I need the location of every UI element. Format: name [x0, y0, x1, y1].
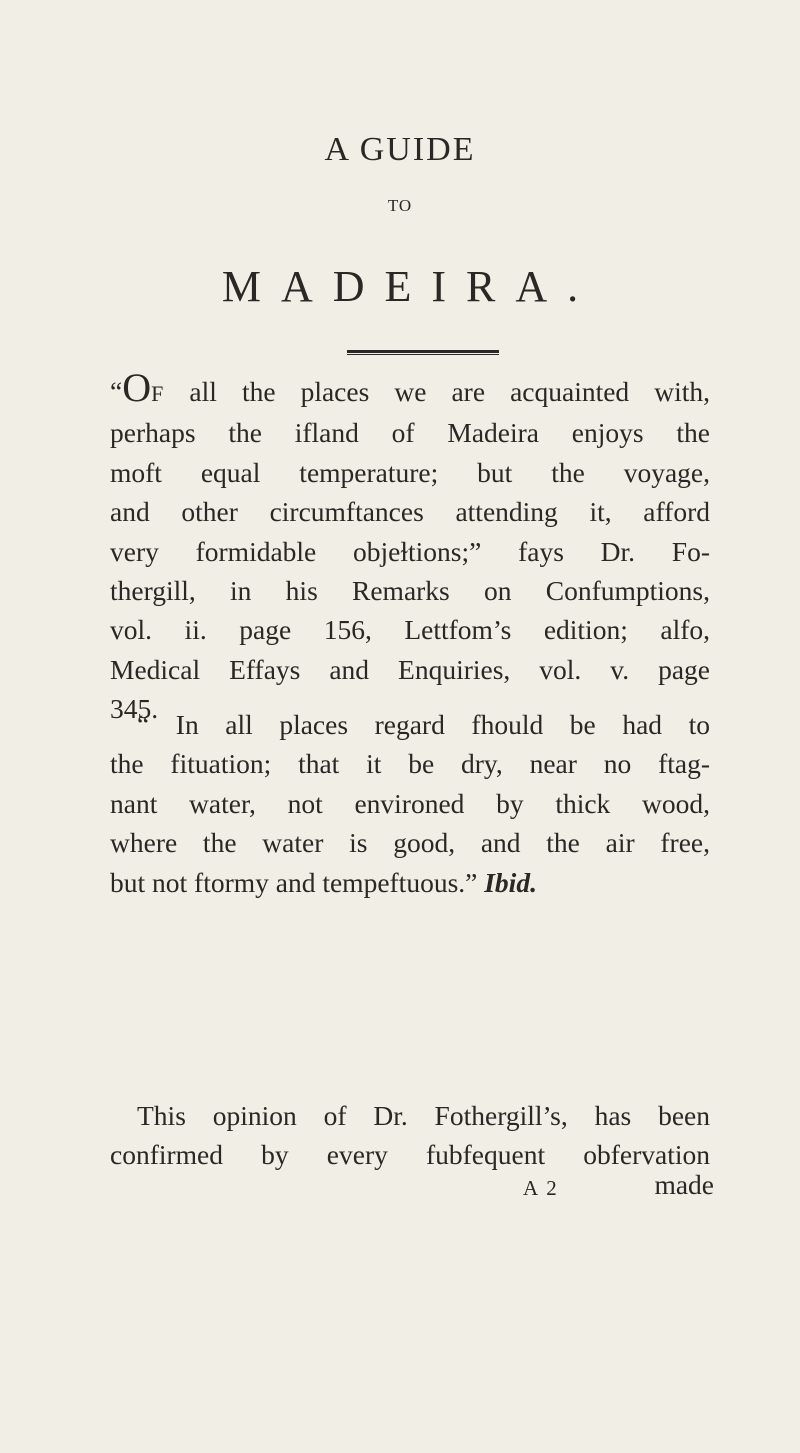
text-line: 345. — [110, 693, 159, 725]
heading-a-guide: A GUIDE — [324, 131, 476, 168]
text-line: where the water is good, and the air free, — [110, 827, 710, 859]
text-line: and other circumftances attending it, afford — [110, 496, 710, 528]
heading-to: TO — [387, 196, 413, 215]
small-cap: F — [151, 381, 165, 406]
open-quote: “ — [110, 376, 123, 407]
heading-madeira: MADEIRA. — [221, 262, 599, 311]
page-footer — [110, 1169, 714, 1209]
ibid-reference: Ibid. — [484, 866, 537, 898]
paragraph-opinion — [110, 1096, 710, 1175]
text-line: nant water, not environed by thick wood, — [110, 787, 710, 819]
text-line: “ In all places regard fhould be had to — [137, 709, 710, 740]
signature-mark: A 2 — [523, 1176, 559, 1200]
paragraph-situation-quote — [110, 705, 710, 902]
drop-cap: O — [122, 365, 152, 410]
text-line: very formidable objeɫtions;” fays Dr. Fo- — [110, 535, 710, 567]
text-line: Medical Effays and Enquiries, vol. v. page — [110, 653, 710, 685]
line-text: but not ftormy and tempeftuous.” — [110, 866, 485, 898]
text-line: thergill, in his Remarks on Confumptions, — [110, 575, 710, 607]
text-line: perhaps the ifland of Madeira enjoys the — [110, 417, 710, 449]
text-line: confirmed by every fubfequent obfervation — [110, 1139, 710, 1171]
catchword: made — [654, 1169, 714, 1200]
text-line: moft equal temperature; but the voyage, — [110, 456, 710, 488]
paragraph-fothergill-quote — [110, 365, 710, 729]
double-rule-divider — [347, 350, 499, 355]
text-line: vol. ii. page 156, Lettfom’s edition; alfo, — [110, 614, 710, 646]
line-text: all the places we are acquainted with, — [164, 376, 710, 407]
text-line: the fituation; that it be dry, near no ftag- — [110, 748, 710, 780]
text-line: This opinion of Dr. Fothergill’s, has been — [137, 1100, 710, 1131]
text-line — [110, 863, 710, 902]
text-line — [110, 365, 710, 413]
